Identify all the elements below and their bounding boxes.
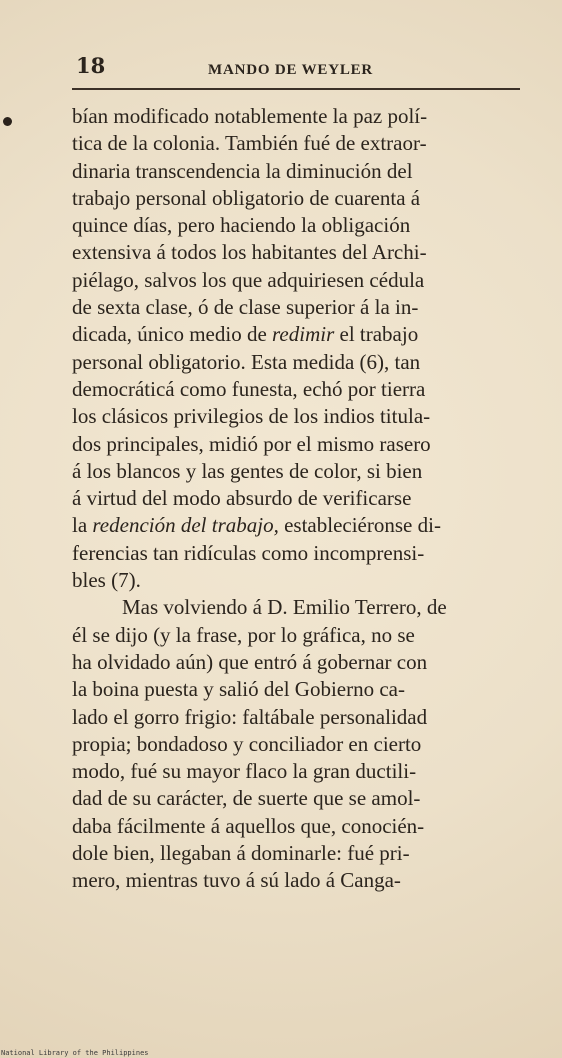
text-line: dole bien, llegaban á dominarle: fué pri- <box>72 841 410 866</box>
text-segment: el trabajo <box>339 322 419 347</box>
text-line: personal obligatorio. Esta medida (6), tan <box>72 349 421 374</box>
text-line: dinaria transcendencia la diminución del <box>72 158 413 183</box>
text-line: de sexta clase, ó de clase superior á la in- <box>72 295 419 320</box>
text-line: tica de la colonia. También fué de extraor- <box>72 131 427 156</box>
text-line: bían modificado notablemente la paz polí- <box>72 104 428 128</box>
text-line: ha olvidado aún) que entró á gobernar con <box>72 649 428 674</box>
text-line: bles (7). <box>72 568 141 593</box>
text-line: democráticá como funesta, echó por tierra <box>72 376 426 401</box>
text-line <box>72 512 522 539</box>
text-line: dos principales, midió por el mismo rasero <box>72 431 431 456</box>
header-rule <box>72 88 520 90</box>
body-text <box>72 103 522 895</box>
italic-term-redencion: redención del trabajo, <box>92 513 279 538</box>
text-line: mero, mientras tuvo á sú lado á Canga- <box>72 868 401 893</box>
text-line: propia; bondadoso y conciliador en cierto <box>72 731 422 756</box>
text-line: á virtud del modo absurdo de verificarse <box>72 486 412 511</box>
page-header <box>0 0 562 90</box>
text-line: los clásicos privilegios de los indios titula- <box>72 404 431 429</box>
text-segment: la <box>72 513 88 538</box>
text-segment: dicada, único medio de <box>72 322 267 347</box>
text-line: trabajo personal obligatorio de cuarenta á <box>72 185 421 210</box>
text-line <box>72 321 522 348</box>
text-line: daba fácilmente á aquellos que, conocién- <box>72 813 425 838</box>
margin-ink-dot <box>3 117 12 126</box>
text-line: á los blancos y las gentes de color, si bien <box>72 458 423 483</box>
text-line: él se dijo (y la frase, por lo gráfica, no se <box>72 622 415 647</box>
text-line: lado el gorro frigio: faltábale personalidad <box>72 704 428 729</box>
text-line: la boina puesta y salió del Gobierno ca- <box>72 677 405 702</box>
running-title: MANDO DE WEYLER <box>208 62 374 78</box>
page-number: 18 <box>76 53 106 78</box>
italic-term-redimir: redimir <box>272 322 335 347</box>
library-watermark: National Library of the Philippines <box>1 1049 149 1057</box>
text-line: modo, fué su mayor flaco la gran ductili- <box>72 759 417 784</box>
text-line: dad de su carácter, de suerte que se amol- <box>72 786 421 811</box>
text-line: extensiva á todos los habitantes del Archi- <box>72 240 427 265</box>
text-line-paragraph-start: Mas volviendo á D. Emilio Terrero, de <box>122 595 447 620</box>
text-segment: estableciéronse di- <box>284 513 441 538</box>
text-line: ferencias tan ridículas como incomprensi- <box>72 540 425 565</box>
text-line: piélago, salvos los que adquiriesen cédula <box>72 267 425 292</box>
text-line: quince días, pero haciendo la obligación <box>72 213 411 238</box>
